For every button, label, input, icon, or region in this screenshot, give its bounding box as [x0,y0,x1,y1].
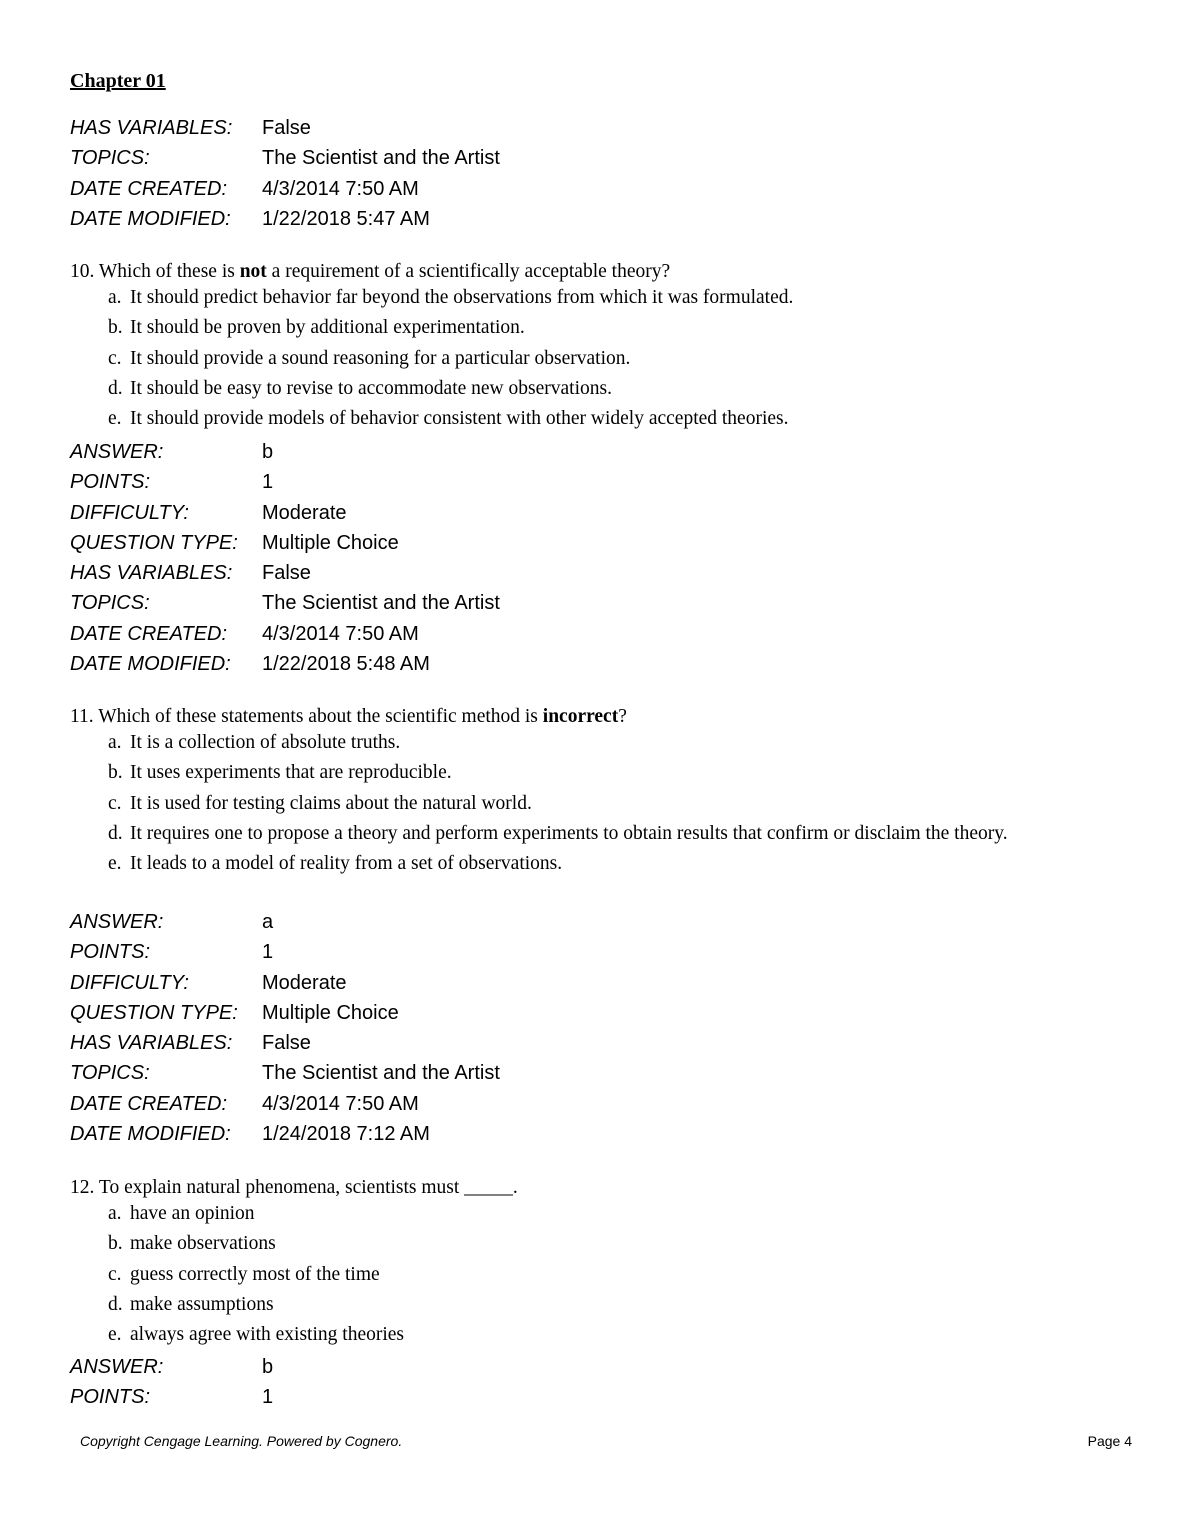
option-text: It is a collection of absolute truths. [130,732,401,753]
meta-label: HAS VARIABLES: [70,562,233,585]
chapter-title: Chapter 01 [70,70,166,92]
stem-text: To explain natural phenomena, scientists must _____. [98,1177,518,1198]
option-letter: e. [108,408,122,430]
answer-option-e [108,406,1048,436]
option-text: have an opinion [130,1203,255,1224]
option-letter: a. [108,732,122,753]
meta-value: The Scientist and the Artist [262,147,500,170]
option-text: It should be easy to revise to accommodate new observations. [130,377,612,399]
meta-row-date-modified [70,649,500,679]
meta-label: DATE CREATED: [70,1092,228,1115]
answer-option-c [108,791,1048,821]
answer-option-a [108,1201,1048,1231]
question-stem [70,703,1048,730]
stem-text: ? [618,706,627,727]
answer-option-b [108,315,1048,345]
meta-label: DATE CREATED: [70,177,228,200]
meta-row-topics [70,1058,500,1088]
meta-row-date-modified [70,1119,500,1149]
option-letter: a. [108,287,122,308]
answer-option-b [108,1231,1048,1261]
option-letter: e. [108,1324,122,1346]
question-11-metadata [70,907,500,1149]
option-text: make observations [130,1233,276,1255]
question-12-metadata [70,1352,273,1413]
option-text: make assumptions [130,1293,274,1315]
meta-label: DATE MODIFIED: [70,1123,231,1146]
meta-value: b [262,1356,274,1378]
answer-option-a [108,730,1048,760]
meta-label: POINTS: [70,1386,151,1409]
option-letter: c. [108,347,122,369]
meta-label: DIFFICULTY: [70,971,189,994]
meta-label: DIFFICULTY: [70,501,189,524]
meta-value: 1/24/2018 7:12 AM [262,1123,430,1146]
meta-row-has-variables [70,1028,500,1058]
meta-row-points [70,1382,273,1412]
meta-value: 1 [262,941,274,964]
question-12 [70,1174,1048,1352]
meta-value: 1/22/2018 5:48 AM [262,653,430,676]
meta-row-question-type [70,528,500,558]
meta-value: 1 [262,471,274,494]
meta-value: 4/3/2014 7:50 AM [262,1092,419,1115]
meta-value: 4/3/2014 7:50 AM [262,177,419,200]
question-number: 11. [70,706,94,727]
meta-value: False [262,562,311,585]
option-text: It should provide models of behavior consistent with other widely accepted theories. [130,408,789,430]
meta-value: 4/3/2014 7:50 AM [262,622,419,645]
meta-row-date-created [70,174,500,204]
question-10-metadata [70,437,500,679]
meta-row-difficulty [70,968,500,998]
option-letter: b. [108,762,123,784]
meta-label: DATE CREATED: [70,622,228,645]
stem-text: a requirement of a scientifically acceptable theory? [266,261,671,282]
option-letter: a. [108,1203,122,1224]
meta-label: HAS VARIABLES: [70,1032,233,1055]
stem-text: Which of these is [98,261,240,282]
question-10 [70,258,1048,436]
option-text: It leads to a model of reality from a set of observations. [130,853,563,875]
meta-row-answer [70,907,500,937]
meta-value: b [262,441,274,463]
meta-value: False [262,117,311,139]
meta-row-points [70,937,500,967]
meta-value: False [262,1032,311,1055]
meta-row-points [70,467,500,497]
meta-label: QUESTION TYPE: [70,1001,238,1024]
answer-option-e [108,1322,1048,1352]
meta-label: TOPICS: [70,147,150,170]
meta-row-date-created [70,1089,500,1119]
meta-row-question-type [70,998,500,1028]
answer-option-c [108,1262,1048,1292]
meta-row-difficulty [70,498,500,528]
option-text: It requires one to propose a theory and perform experiments to obtain results that confirm or disclaim the theory. [130,822,1008,844]
option-text: It uses experiments that are reproducible. [130,762,452,784]
meta-label: HAS VARIABLES: [70,117,233,139]
answer-options [108,285,1048,436]
meta-row-answer [70,1352,273,1382]
meta-row-has-variables [70,113,500,143]
option-text: guess correctly most of the time [130,1263,380,1285]
question-9-metadata [70,113,500,234]
meta-value: The Scientist and the Artist [262,592,500,615]
meta-label: ANSWER: [70,441,164,463]
option-letter: c. [108,1263,122,1285]
meta-label: TOPICS: [70,592,150,615]
meta-row-topics [70,143,500,173]
meta-value: 1/22/2018 5:47 AM [262,207,430,230]
answer-option-d [108,376,1048,406]
option-letter: b. [108,317,123,339]
question-number: 10. [70,261,95,282]
option-text: always agree with existing theories [130,1324,404,1346]
meta-value: Moderate [262,971,347,994]
footer-page-number: Page 4 [1087,1433,1132,1449]
option-text: It is used for testing claims about the natural world. [130,792,532,814]
option-letter: d. [108,1293,123,1315]
answer-option-c [108,346,1048,376]
meta-row-date-created [70,619,500,649]
meta-value: Multiple Choice [262,1001,399,1024]
answer-option-d [108,1292,1048,1322]
meta-label: TOPICS: [70,1062,150,1085]
meta-label: DATE MODIFIED: [70,207,231,230]
meta-row-topics [70,588,500,618]
answer-option-a [108,285,1048,315]
meta-value: The Scientist and the Artist [262,1062,500,1085]
answer-option-d [108,821,1048,851]
question-11 [70,703,1048,881]
answer-options [108,1201,1048,1352]
option-text: It should predict behavior far beyond the observations from which it was formulated. [130,287,794,308]
meta-label: POINTS: [70,471,151,494]
meta-row-has-variables [70,558,500,588]
question-stem [70,258,1048,285]
meta-label: ANSWER: [70,911,164,933]
answer-options [108,730,1048,881]
option-letter: d. [108,822,123,844]
stem-emphasis: not [239,261,267,282]
meta-label: ANSWER: [70,1356,164,1378]
meta-label: POINTS: [70,941,151,964]
meta-value: Multiple Choice [262,531,399,554]
option-letter: e. [108,853,122,875]
meta-row-date-modified [70,204,500,234]
question-number: 12. [70,1177,95,1198]
footer-copyright: Copyright Cengage Learning. Powered by Cognero. [80,1433,403,1449]
option-letter: c. [108,792,122,814]
option-letter: b. [108,1233,123,1255]
option-letter: d. [108,377,123,399]
meta-value: 1 [262,1386,274,1409]
stem-text: Which of these statements about the scientific method is [98,706,543,727]
meta-label: QUESTION TYPE: [70,531,238,554]
meta-label: DATE MODIFIED: [70,653,231,676]
option-text: It should provide a sound reasoning for a particular observation. [130,347,631,369]
answer-option-e [108,851,1048,881]
stem-emphasis: incorrect [542,706,619,727]
answer-option-b [108,760,1048,790]
meta-row-answer [70,437,500,467]
option-text: It should be proven by additional experimentation. [130,317,525,339]
meta-value: Moderate [262,501,347,524]
question-stem [70,1174,1048,1201]
meta-value: a [262,911,274,933]
